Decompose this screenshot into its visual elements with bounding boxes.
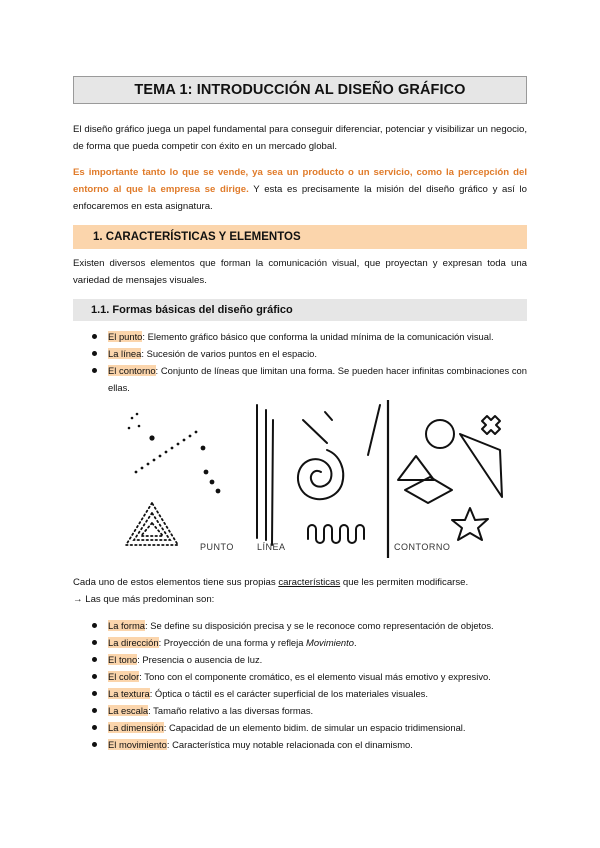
list-item-desc: : Se define su disposición precisa y se le reconoce como representación de objetos. (145, 620, 494, 631)
list-item-term: El movimiento (108, 739, 167, 750)
label-contorno: CONTORNO (394, 542, 451, 552)
list-item-desc: : Proyección de una forma y refleja (158, 637, 307, 648)
list-item-desc: : Sucesión de varios puntos en el espacio. (141, 348, 318, 359)
section-paragraph: Existen diversos elementos que forman la comunicación visual, que proyectan y expresan toda una variedad de mensajes visuales. (73, 258, 527, 286)
list-item-tail: . (353, 637, 357, 648)
list-item-emphasis: Movimiento (306, 637, 354, 648)
subsection-heading (73, 299, 527, 321)
list-item (91, 634, 527, 651)
page-title (73, 76, 527, 104)
list-item-term: La dimensión (108, 722, 164, 733)
list-item-desc: : Capacidad de un elemento bidim. de simular un espacio tridimensional. (163, 722, 466, 733)
subsection-heading-text: 1.1. Formas básicas del diseño gráfico (91, 304, 293, 316)
section-heading (73, 225, 527, 249)
list-item-desc: : Tamaño relativo a las diversas formas. (148, 705, 314, 716)
list-item-term: La textura (108, 688, 150, 699)
importance-highlight: Es importante tanto lo que se vende, ya sea un producto o un servicio, como la percepción del entorno al que la empresa se dirige. (73, 167, 527, 195)
importance-paragraph (73, 164, 527, 215)
list-item-term: La línea (108, 348, 142, 359)
lines-group (257, 405, 380, 545)
list-item (91, 345, 527, 362)
list-item (91, 362, 527, 396)
list-item (91, 651, 527, 668)
list-item-desc: : Conjunto de líneas que limitan una forma. Se pueden hacer infinitas combinaciones con ellas. (108, 365, 527, 393)
list-item (91, 328, 527, 345)
basic-forms-illustration (110, 400, 530, 560)
intro-paragraph: El diseño gráfico juega un papel fundamental para conseguir diferenciar, potenciar y visibilizar un negocio, de forma que pueda competir con éxito en un mercado global. (73, 124, 527, 152)
dotted-triangle (126, 503, 178, 545)
dots-group (128, 413, 221, 494)
characteristics-intro (73, 574, 527, 591)
list-item-desc: : Elemento gráfico básico que conforma la unidad mínima de la comunicación visual. (142, 331, 494, 342)
list-item-term: La forma (108, 620, 145, 631)
list-item-desc: : Óptica o táctil es el carácter superficial de los materiales visuales. (149, 688, 428, 699)
list-item-term: La dirección (108, 637, 159, 648)
list-item-term: La escala (108, 705, 149, 716)
list-item (91, 736, 527, 753)
list-item-desc: : Presencia o ausencia de luz. (137, 654, 263, 665)
list-item (91, 668, 527, 685)
importance-rest: Y esta es precisamente la misión del diseño gráfico y así lo enfocaremos en esta asignatura. (73, 184, 527, 212)
list-item-desc: : Característica muy notable relacionada con el dinamismo. (166, 739, 413, 750)
basic-forms-list (91, 328, 527, 396)
list-item (91, 702, 527, 719)
characteristics-list (91, 617, 527, 753)
characteristics-subline: → Las que más predominan son: (73, 594, 215, 605)
page-title-text: TEMA 1: INTRODUCCIÓN AL DISEÑO GRÁFICO (134, 82, 466, 98)
list-item-term: El punto (108, 331, 143, 342)
list-item (91, 685, 527, 702)
list-item (91, 617, 527, 634)
characteristics-text: Cada uno de estos elementos tiene sus propias (73, 577, 279, 588)
label-linea: LÍNEA (257, 542, 286, 552)
list-item-desc: : Tono con el componente cromático, es el elemento visual más emotivo y expresivo. (139, 671, 491, 682)
characteristics-text-end: que les permiten modificarse. (340, 577, 469, 588)
label-punto: PUNTO (200, 542, 234, 552)
list-item-term: El contorno (108, 365, 156, 376)
list-item-term: El color (108, 671, 140, 682)
section-heading-text: 1. CARACTERÍSTICAS Y ELEMENTOS (93, 231, 301, 243)
characteristics-link[interactable]: características (278, 577, 341, 588)
list-item-term: El tono (108, 654, 138, 665)
contour-shapes (398, 416, 502, 540)
list-item (91, 719, 527, 736)
